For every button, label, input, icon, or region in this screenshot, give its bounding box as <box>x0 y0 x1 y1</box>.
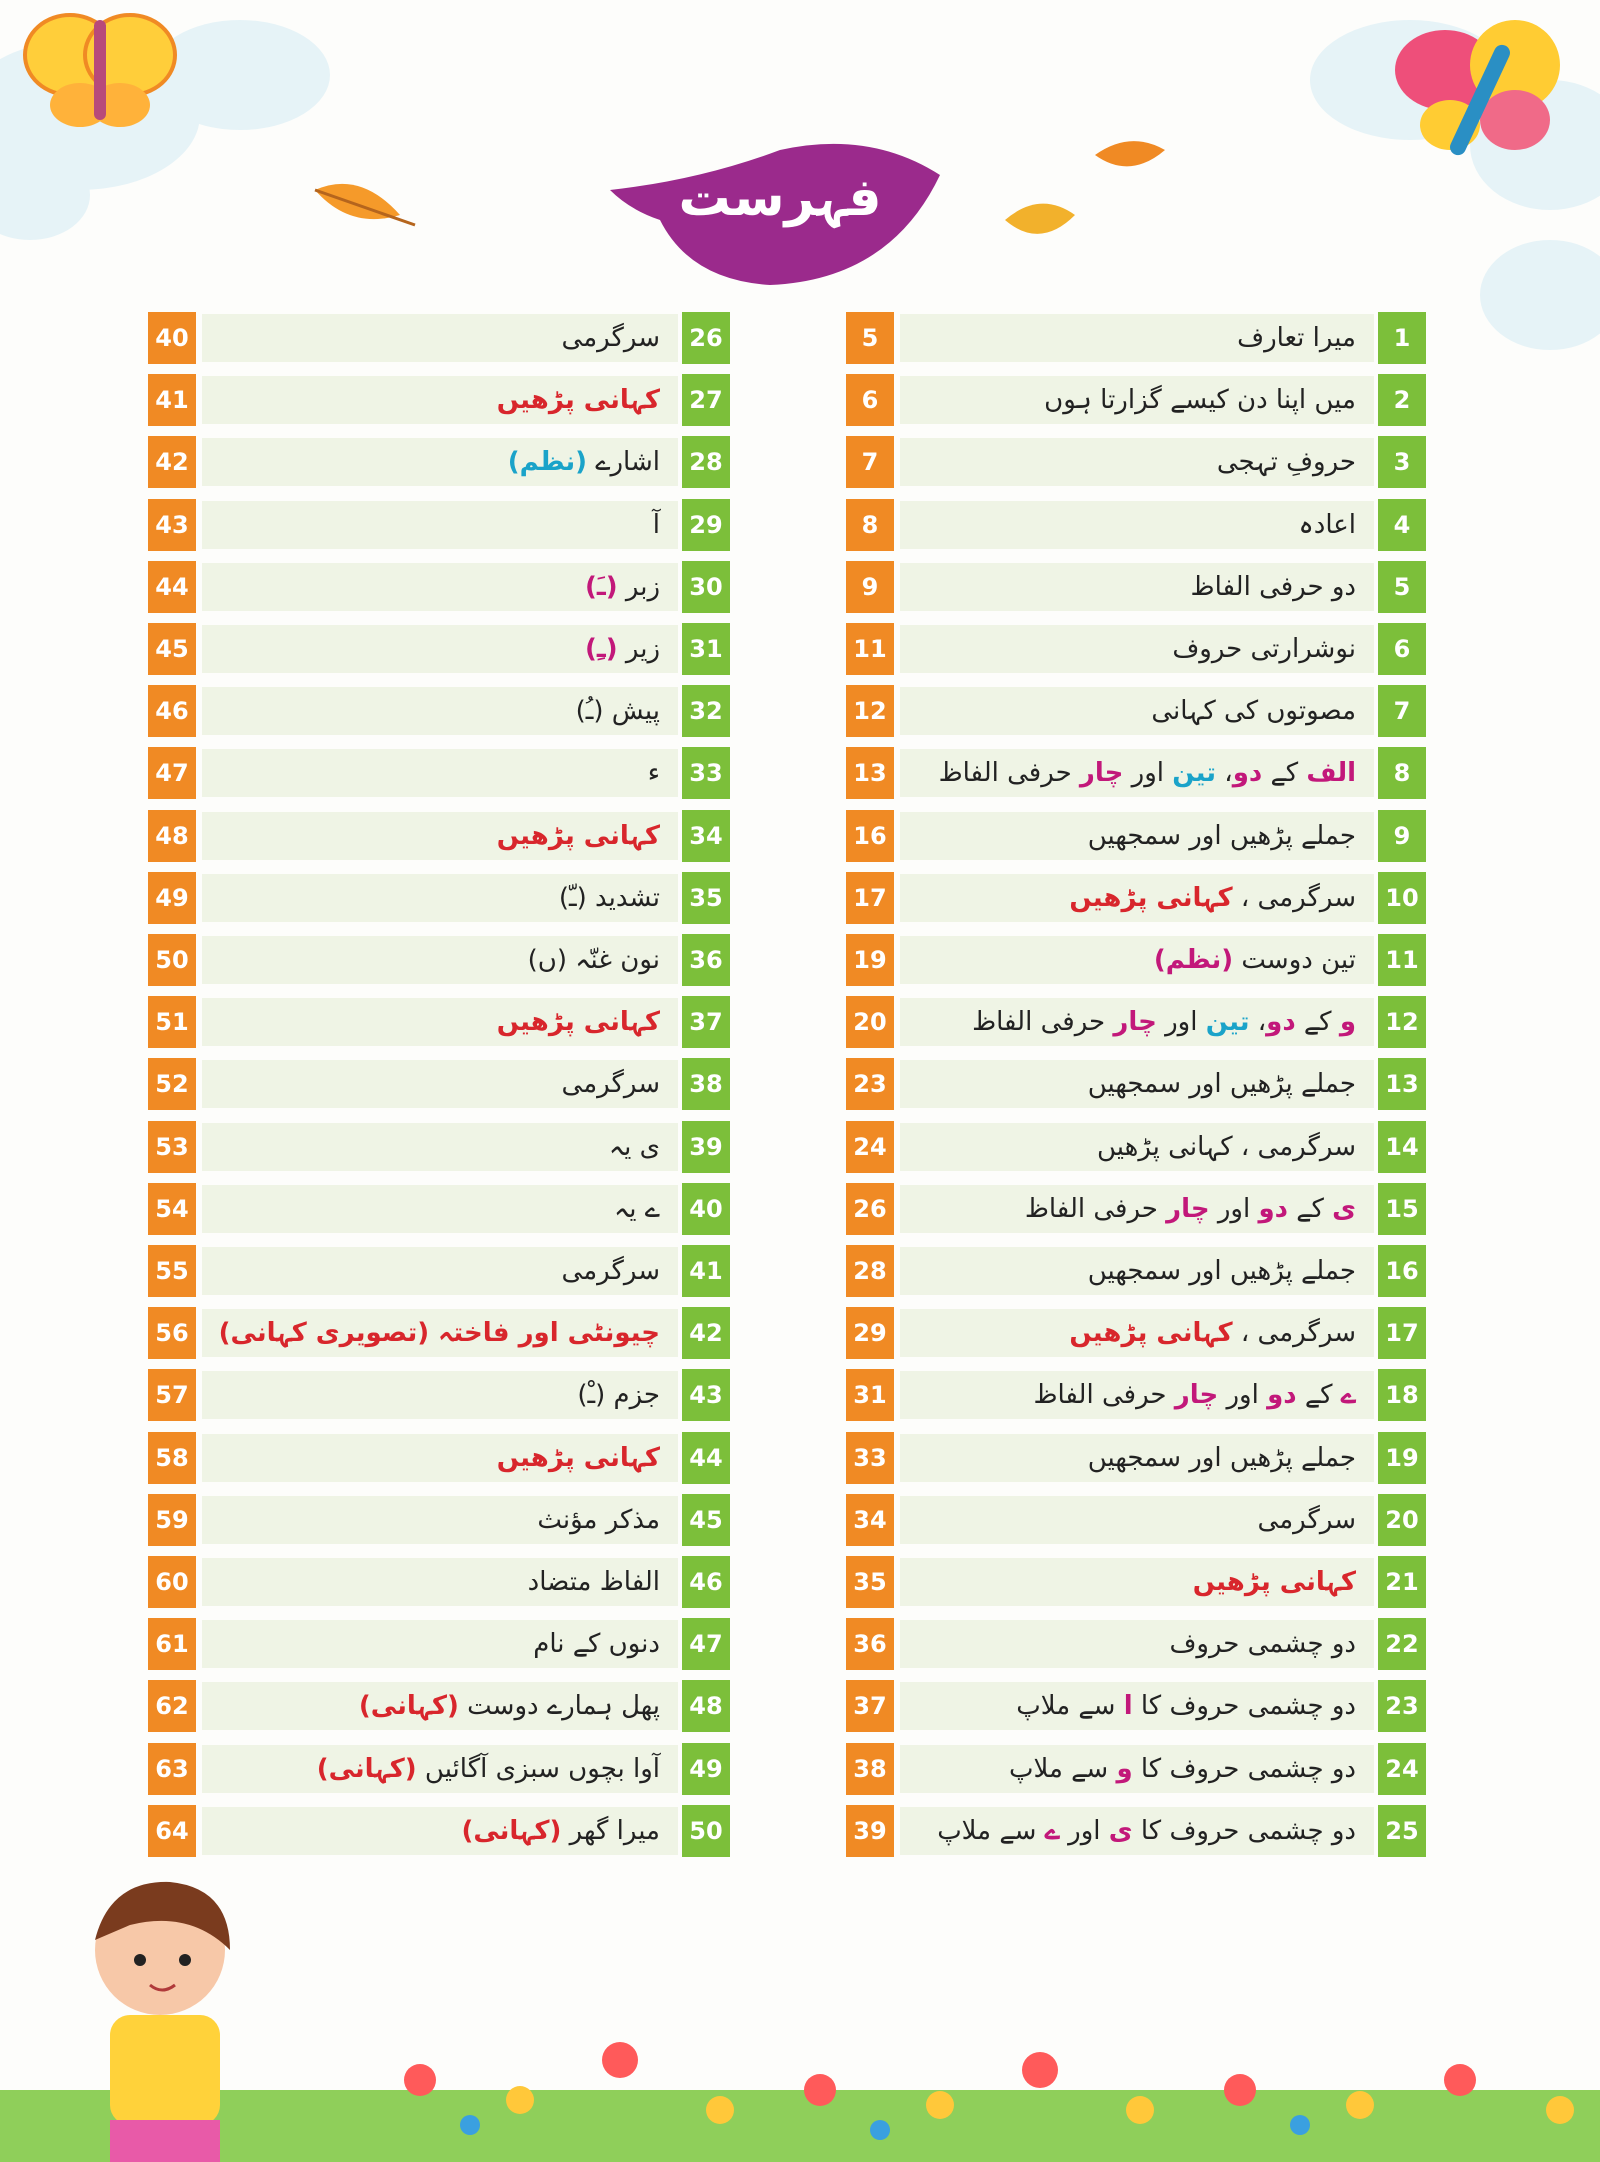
lesson-title-part: دو <box>1267 1380 1297 1411</box>
page-number: 5 <box>846 312 894 364</box>
page-number: 43 <box>148 499 196 551</box>
lesson-title-part: (کہانی) <box>461 1815 562 1846</box>
lesson-title-part: سے ملاپ <box>937 1815 1045 1846</box>
lesson-number: 1 <box>1378 312 1426 364</box>
lesson-title-part: کہانی پڑھیں <box>496 820 660 851</box>
toc-row[interactable] <box>0 1432 1600 1484</box>
lesson-number: 11 <box>1378 934 1426 986</box>
page-number: 13 <box>846 747 894 799</box>
lesson-title-part: چیونٹی اور فاختہ (تصویری کہانی) <box>218 1318 660 1349</box>
lesson-title-part: حرفی الفاظ <box>1033 1380 1175 1411</box>
lesson-number: 21 <box>1378 1556 1426 1608</box>
lesson-title-part: اشارے <box>587 447 660 478</box>
lesson-title-part: (کہانی) <box>358 1691 459 1722</box>
lesson-title-part: دو چشمی حروف کا <box>1132 1691 1356 1722</box>
lesson-title-part: سے ملاپ <box>1016 1691 1124 1722</box>
lesson-title-part: دو <box>1266 1007 1296 1038</box>
toc-row[interactable] <box>0 1556 1600 1608</box>
lesson-title-part: ء <box>647 758 660 789</box>
lesson-number: 26 <box>682 312 730 364</box>
lesson-title-part: جملے پڑھیں اور سمجھیں <box>1087 1069 1356 1100</box>
lesson-number: 20 <box>1378 1494 1426 1546</box>
lesson-title-part: (نظم) <box>1153 945 1234 975</box>
lesson-title <box>461 1805 660 1857</box>
lesson-number: 47 <box>682 1618 730 1670</box>
page-number: 42 <box>148 436 196 488</box>
lesson-title <box>497 1432 660 1484</box>
page-number: 47 <box>148 747 196 799</box>
lesson-number: 19 <box>1378 1432 1426 1484</box>
lesson-title-part: میرا تعارف <box>1237 323 1356 353</box>
page-number: 23 <box>846 1058 894 1110</box>
lesson-title-part: حرفی الفاظ <box>972 1007 1114 1038</box>
lesson-title-part: (ـَ) <box>584 571 618 602</box>
lesson-title-part: دو چشمی حروف کا <box>1132 1815 1356 1846</box>
lesson-number: 35 <box>682 872 730 924</box>
lesson-title-part: تشدید (ـّ) <box>558 882 660 913</box>
page-number: 28 <box>846 1245 894 1297</box>
toc-row[interactable] <box>0 561 1600 613</box>
toc-row[interactable] <box>0 810 1600 862</box>
page-number: 59 <box>148 1494 196 1546</box>
lesson-title <box>585 623 660 675</box>
lesson-number: 13 <box>1378 1058 1426 1110</box>
lesson-title-part: جملے پڑھیں اور سمجھیں <box>1087 820 1356 851</box>
lesson-number: 7 <box>1378 685 1426 737</box>
toc-row[interactable] <box>0 872 1600 924</box>
lesson-title <box>497 374 660 426</box>
page-number: 57 <box>148 1369 196 1421</box>
lesson-number: 3 <box>1378 436 1426 488</box>
page-number: 52 <box>148 1058 196 1110</box>
page-number: 11 <box>846 623 894 675</box>
page-number: 20 <box>846 996 894 1048</box>
lesson-number: 41 <box>682 1245 730 1297</box>
lesson-title-part: آ <box>652 509 660 540</box>
lesson-title-part: جملے پڑھیں اور سمجھیں <box>1087 1442 1356 1473</box>
lesson-title-part: سرگرمی <box>561 323 660 353</box>
lesson-title-part: نوشرارتی حروف <box>1172 634 1356 664</box>
lesson-title <box>648 747 660 799</box>
lesson-title-part: کہانی پڑھیں <box>496 1442 660 1473</box>
lesson-title-part: الف <box>1306 758 1356 789</box>
page-number: 58 <box>148 1432 196 1484</box>
lesson-title <box>533 1618 660 1670</box>
row-band <box>202 501 678 549</box>
lesson-title-part: کہانی پڑھیں <box>1069 1318 1233 1349</box>
lesson-number: 14 <box>1378 1121 1426 1173</box>
lesson-number: 31 <box>682 623 730 675</box>
lesson-title-part: اور <box>1209 1193 1259 1224</box>
lesson-title <box>537 1494 660 1546</box>
lesson-title <box>559 872 660 924</box>
butterfly-icon <box>1390 10 1570 170</box>
lesson-title-part: میرا گھر <box>561 1815 660 1846</box>
lesson-title-part: ا <box>1123 1691 1133 1722</box>
lesson-number: 23 <box>1378 1680 1426 1732</box>
lesson-number: 9 <box>1378 810 1426 862</box>
lesson-title-part: کے <box>1288 1193 1333 1224</box>
toc-row[interactable] <box>0 1058 1600 1110</box>
lesson-title <box>576 685 660 737</box>
lesson-title-part: تین <box>1172 758 1217 789</box>
lesson-number: 50 <box>682 1805 730 1857</box>
page-number: 16 <box>846 810 894 862</box>
lesson-title <box>219 1307 660 1359</box>
lesson-title-part: مصوتوں کی کہانی <box>1151 696 1356 727</box>
lesson-title-part: و <box>1116 1753 1133 1784</box>
page-number: 56 <box>148 1307 196 1359</box>
lesson-number: 33 <box>682 747 730 799</box>
lesson-title-part: دو حرفی الفاظ <box>1190 571 1356 602</box>
lesson-title-part: کہانی پڑھیں <box>1069 882 1233 913</box>
lesson-title <box>359 1680 660 1732</box>
toc-row[interactable] <box>0 1680 1600 1732</box>
lesson-number: 28 <box>682 436 730 488</box>
lesson-title-part: کے <box>1295 1007 1340 1038</box>
lesson-number: 27 <box>682 374 730 426</box>
lesson-number: 42 <box>682 1307 730 1359</box>
page-number: 19 <box>846 934 894 986</box>
lesson-title-part: سرگرمی <box>561 1256 660 1286</box>
lesson-number: 49 <box>682 1743 730 1795</box>
toc-row[interactable] <box>0 499 1600 551</box>
lesson-number: 29 <box>682 499 730 551</box>
lesson-title-part: ے <box>1340 1380 1356 1411</box>
page-number: 34 <box>846 1494 894 1546</box>
page-number: 17 <box>846 872 894 924</box>
lesson-title-part: ے <box>1044 1815 1060 1846</box>
lesson-number: 4 <box>1378 499 1426 551</box>
page-number: 31 <box>846 1369 894 1421</box>
lesson-title-part: اور <box>1123 758 1173 789</box>
lesson-title-part: پھل ہمارے دوست <box>458 1691 660 1722</box>
lesson-number: 48 <box>682 1680 730 1732</box>
lesson-title <box>528 1556 660 1608</box>
page-number: 45 <box>148 623 196 675</box>
girl-illustration <box>40 1870 280 2162</box>
toc-row[interactable] <box>0 374 1600 426</box>
lesson-title-part: دو <box>1232 758 1263 789</box>
lesson-title-part: ے یہ <box>614 1193 660 1224</box>
page-number: 60 <box>148 1556 196 1608</box>
page-title: فہرست <box>678 168 882 228</box>
lesson-number: 2 <box>1378 374 1426 426</box>
toc-row[interactable] <box>0 1307 1600 1359</box>
lesson-title-part: مذکر مؤنث <box>537 1504 660 1535</box>
lesson-title-part: سرگرمی ، <box>1232 882 1356 913</box>
leaf-icon <box>310 170 420 240</box>
toc-row[interactable] <box>0 623 1600 675</box>
lesson-title-part: حروفِ تہجی <box>1216 447 1356 478</box>
toc-row[interactable] <box>0 1121 1600 1173</box>
toc-row[interactable] <box>0 685 1600 737</box>
lesson-number: 15 <box>1378 1183 1426 1235</box>
lesson-title-part: تین دوست <box>1233 945 1356 975</box>
lesson-number: 36 <box>682 934 730 986</box>
lesson-title-part: دو چشمی حروف <box>1169 1629 1356 1660</box>
lesson-title-part: تین <box>1205 1007 1250 1038</box>
lesson-title-part: زبر <box>617 571 660 602</box>
page-number: 8 <box>846 499 894 551</box>
page-number: 64 <box>148 1805 196 1857</box>
page-number: 44 <box>148 561 196 613</box>
toc-row[interactable] <box>0 1245 1600 1297</box>
page-number: 51 <box>148 996 196 1048</box>
lesson-title-part: حرفی الفاظ <box>938 758 1080 789</box>
toc-row[interactable] <box>0 1618 1600 1670</box>
page-number: 63 <box>148 1743 196 1795</box>
lesson-title-part: نون غنّہ (ں) <box>527 945 660 975</box>
toc-row[interactable] <box>0 1369 1600 1421</box>
page-number: 48 <box>148 810 196 862</box>
lesson-title <box>614 1183 660 1235</box>
lesson-number: 30 <box>682 561 730 613</box>
page-number: 29 <box>846 1307 894 1359</box>
lesson-number: 45 <box>682 1494 730 1546</box>
lesson-title-part: و <box>1339 1007 1356 1038</box>
row-band <box>202 749 678 797</box>
lesson-title-part: سرگرمی <box>1257 1504 1356 1535</box>
lesson-title-part: سرگرمی ، کہانی پڑھیں <box>1096 1131 1356 1162</box>
lesson-number: 43 <box>682 1369 730 1421</box>
toc-row[interactable] <box>0 996 1600 1048</box>
page-number: 55 <box>148 1245 196 1297</box>
page-number: 53 <box>148 1121 196 1173</box>
lesson-title-part: آوا بچوں سبزی آگائیں <box>416 1753 660 1784</box>
page-number: 54 <box>148 1183 196 1235</box>
row-band <box>202 1123 678 1171</box>
page-number: 38 <box>846 1743 894 1795</box>
lesson-title <box>508 436 660 488</box>
lesson-number: 24 <box>1378 1743 1426 1795</box>
page-number: 36 <box>846 1618 894 1670</box>
lesson-title <box>497 996 660 1048</box>
lesson-number: 37 <box>682 996 730 1048</box>
lesson-title-part: دو <box>1258 1193 1288 1224</box>
lesson-title-part: ، <box>1216 758 1233 789</box>
lesson-title-part: کے <box>1262 758 1307 789</box>
lesson-number: 5 <box>1378 561 1426 613</box>
toc-row[interactable] <box>0 1183 1600 1235</box>
page-number: 46 <box>148 685 196 737</box>
lesson-number: 12 <box>1378 996 1426 1048</box>
lesson-title-part: اور <box>1156 1007 1206 1038</box>
toc-row[interactable] <box>0 1494 1600 1546</box>
page-number: 61 <box>148 1618 196 1670</box>
lesson-number: 34 <box>682 810 730 862</box>
lesson-title <box>528 934 660 986</box>
lesson-number: 46 <box>682 1556 730 1608</box>
lesson-title <box>317 1743 660 1795</box>
lesson-title-part: سرگرمی ، <box>1232 1318 1356 1349</box>
lesson-title <box>577 1369 660 1421</box>
lesson-title-part: (کہانی) <box>316 1753 417 1784</box>
lesson-title-part: جزم (ـْ) <box>577 1380 660 1411</box>
lesson-title-part: سے ملاپ <box>1008 1753 1117 1784</box>
toc-row[interactable] <box>0 1743 1600 1795</box>
row-band <box>202 1185 678 1233</box>
lesson-title <box>562 312 660 364</box>
lesson-title-part: میں اپنا دن کیسے گزارتا ہوں <box>1044 385 1356 416</box>
lesson-title-part: (ـِ) <box>584 634 618 664</box>
butterfly-icon <box>20 0 180 130</box>
page-number: 40 <box>148 312 196 364</box>
toc-row[interactable] <box>0 747 1600 799</box>
lesson-number: 44 <box>682 1432 730 1484</box>
page-number: 41 <box>148 374 196 426</box>
lesson-title-part: اور <box>1218 1380 1268 1411</box>
lesson-number: 25 <box>1378 1805 1426 1857</box>
lesson-number: 40 <box>682 1183 730 1235</box>
lesson-title-part: اعادہ <box>1298 509 1356 540</box>
page-number: 26 <box>846 1183 894 1235</box>
page-number: 49 <box>148 872 196 924</box>
lesson-number: 39 <box>682 1121 730 1173</box>
lesson-number: 17 <box>1378 1307 1426 1359</box>
page-number: 33 <box>846 1432 894 1484</box>
lesson-title-part: چار <box>1174 1380 1219 1411</box>
lesson-title-part: چار <box>1166 1193 1210 1224</box>
lesson-title-part: دنوں کے نام <box>533 1629 660 1660</box>
lesson-title-part: زیر <box>617 634 660 664</box>
page-number: 39 <box>846 1805 894 1857</box>
page-number: 50 <box>148 934 196 986</box>
lesson-number: 22 <box>1378 1618 1426 1670</box>
lesson-title <box>653 499 660 551</box>
lesson-title <box>497 810 660 862</box>
lesson-title-part: چار <box>1113 1007 1157 1038</box>
lesson-number: 8 <box>1378 747 1426 799</box>
lesson-number: 38 <box>682 1058 730 1110</box>
lesson-title-part: چار <box>1079 758 1124 789</box>
lesson-title-part: (نظم) <box>507 447 587 478</box>
page-number: 9 <box>846 561 894 613</box>
page-number: 62 <box>148 1680 196 1732</box>
lesson-number: 6 <box>1378 623 1426 675</box>
lesson-title-part: سرگرمی <box>561 1069 660 1100</box>
lesson-title-part: کہانی پڑھیں <box>1192 1567 1356 1597</box>
lesson-title-part: ی یہ <box>608 1131 660 1162</box>
page-number: 6 <box>846 374 894 426</box>
lesson-title-part: الفاظ متضاد <box>527 1567 660 1597</box>
leaf-icon <box>1000 190 1080 250</box>
leaf-icon <box>1090 130 1170 180</box>
lesson-title-part: کے <box>1296 1380 1341 1411</box>
lesson-title <box>562 1058 660 1110</box>
lesson-title-part: حرفی الفاظ <box>1024 1193 1167 1224</box>
lesson-number: 10 <box>1378 872 1426 924</box>
lesson-title-part: اور <box>1059 1815 1109 1846</box>
lesson-title-part: ، <box>1249 1007 1267 1038</box>
toc-row[interactable] <box>0 1805 1600 1857</box>
toc-row[interactable] <box>0 934 1600 986</box>
lesson-number: 32 <box>682 685 730 737</box>
lesson-number: 18 <box>1378 1369 1426 1421</box>
lesson-title-part: جملے پڑھیں اور سمجھیں <box>1087 1256 1356 1286</box>
toc-row[interactable] <box>0 312 1600 364</box>
page-number: 12 <box>846 685 894 737</box>
lesson-title-part: ی <box>1108 1815 1133 1846</box>
lesson-title-part: دو چشمی حروف کا <box>1132 1753 1356 1784</box>
lesson-title-part: ی <box>1332 1193 1356 1224</box>
page-number: 35 <box>846 1556 894 1608</box>
lesson-title-part: کہانی پڑھیں <box>496 385 660 416</box>
toc-row[interactable] <box>0 436 1600 488</box>
lesson-title-part: پیش (ـُ) <box>575 696 660 727</box>
page-number: 37 <box>846 1680 894 1732</box>
lesson-title <box>585 561 660 613</box>
lesson-title <box>609 1121 660 1173</box>
lesson-title <box>562 1245 660 1297</box>
lesson-number: 16 <box>1378 1245 1426 1297</box>
lesson-title-part: کہانی پڑھیں <box>496 1007 660 1038</box>
page-number: 7 <box>846 436 894 488</box>
page-number: 24 <box>846 1121 894 1173</box>
